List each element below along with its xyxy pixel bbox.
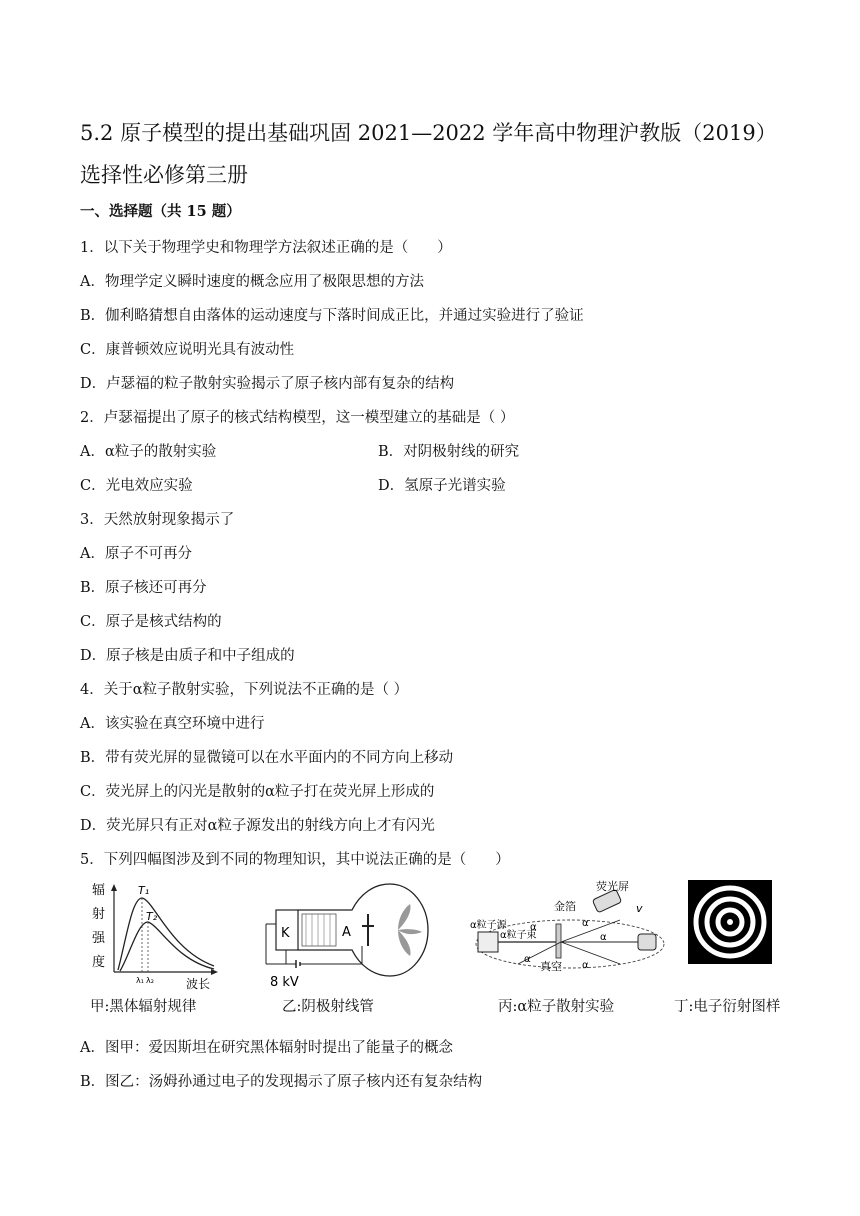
fig-yi-shadow-3: [398, 929, 422, 934]
fig-bing-alpha-1: α: [530, 922, 537, 933]
q4-stem: 4．关于α粒子散射实验，下列说法不正确的是（ ）: [80, 682, 409, 698]
fig-yi-shadow-1: [398, 904, 411, 930]
q4-option-b: B．带有荧光屏的显微镜可以在水平面内的不同方向上移动: [80, 750, 454, 766]
fig-jia-x-arrow: [211, 969, 218, 975]
fig-jia-l1-label: λ₁: [136, 976, 144, 985]
fig-jia-curve-t2: [120, 922, 214, 971]
figure-electron-diffraction: [688, 880, 772, 964]
fig-jia-ylabel-3: 强: [92, 931, 106, 946]
q2-option-d: D．氢原子光谱实验: [378, 478, 506, 494]
fig-bing-source-box: [478, 932, 498, 952]
fig-bing-source-label: α粒子源: [470, 920, 507, 931]
q3-option-d: D．原子核是由质子和中子组成的: [80, 648, 295, 664]
fig-jia-y-arrow: [111, 884, 117, 891]
fig-bing-foil: [556, 924, 561, 958]
fig-yi-anode: [302, 914, 336, 946]
q4-option-c: C．荧光屏上的闪光是散射的α粒子打在荧光屏上形成的: [80, 784, 435, 800]
q5-option-a: A．图甲：爱因斯坦在研究黑体辐射时提出了能量子的概念: [80, 1040, 453, 1056]
fig-jia-xlabel: 波长: [186, 977, 211, 990]
fig-bing-alpha-3: α: [582, 960, 589, 971]
fig-ding-center: [727, 919, 733, 925]
caption-yi: 乙:阴极射线管: [282, 999, 374, 1015]
q3-stem: 3．天然放射现象揭示了: [80, 512, 235, 528]
q5-option-b: B．图乙：汤姆孙通过电子的发现揭示了原子核内还有复杂结构: [80, 1074, 483, 1090]
fig-bing-screen-label: 荧光屏: [596, 880, 629, 893]
fig-jia-l2-label: λ₂: [146, 976, 154, 985]
fig-yi-voltage-label: 8 kV: [270, 975, 299, 990]
fig-bing-alpha-5: α: [524, 954, 531, 965]
q5-stem: 5．下列四幅图涉及到不同的物理知识，其中说法正确的是（ ）: [80, 852, 510, 868]
q1-option-c: C．康普顿效应说明光具有波动性: [80, 342, 295, 358]
fig-jia-ylabel-4: 度: [92, 955, 106, 970]
fig-jia-t1-label: T₁: [138, 884, 150, 897]
fig-bing-microscope-bottom: [638, 934, 656, 950]
q4-option-d: D．荧光屏只有正对α粒子源发出的射线方向上才有闪光: [80, 818, 435, 834]
q3-option-a: A．原子不可再分: [80, 546, 192, 562]
q2-stem: 2．卢瑟福提出了原子的核式结构模型，这一模型建立的基础是（ ）: [80, 410, 515, 426]
title-line-1: 5.2 原子模型的提出基础巩固 2021—2022 学年高中物理沪教版（2019）: [80, 121, 777, 145]
fig-yi-k-label: K: [281, 926, 290, 941]
fig-jia-ylabel-2: 射: [92, 907, 106, 922]
q2-option-a: A．α粒子的散射实验: [80, 444, 217, 460]
q1-stem: 1．以下关于物理学史和物理学方法叙述正确的是（ ）: [80, 240, 452, 256]
caption-bing: 丙:α粒子散射实验: [498, 999, 615, 1015]
fig-bing-v-label: v: [636, 902, 643, 915]
q4-option-a: A．该实验在真空环境中进行: [80, 716, 265, 732]
q2-option-c: C．光电效应实验: [80, 478, 193, 494]
fig-yi-a-label: A: [342, 925, 351, 940]
document-title: [80, 112, 800, 196]
fig-bing-alpha-4: α: [600, 932, 607, 943]
fig-jia-curve-t1: [118, 898, 214, 970]
section-heading: 一、选择题（共 15 题）: [80, 203, 241, 220]
q3-option-c: C．原子是核式结构的: [80, 614, 222, 630]
caption-jia: 甲:黑体辐射规律: [90, 999, 197, 1015]
q1-option-b: B．伽利略猜想自由落体的运动速度与下落时间成正比，并通过实验进行了验证: [80, 308, 584, 324]
figure-blackbody-radiation: [86, 880, 226, 990]
q2-option-b: B．对阴极射线的研究: [378, 444, 520, 460]
fig-bing-vacuum-label: 真空: [540, 960, 562, 973]
fig-bing-alpha-2: α: [582, 918, 589, 929]
fig-bing-foil-label: 金箔: [554, 900, 576, 913]
caption-ding: 丁:电子衍射图样: [674, 999, 781, 1015]
q1-option-a: A．物理学定义瞬时速度的概念应用了极限思想的方法: [80, 274, 424, 290]
figure-cathode-ray-tube: [262, 880, 432, 990]
fig-bing-beam-label: α粒子束: [500, 930, 537, 941]
q1-option-d: D．卢瑟福的粒子散射实验揭示了原子核内部有复杂的结构: [80, 376, 455, 392]
q3-option-b: B．原子核还可再分: [80, 580, 207, 596]
fig-jia-ylabel-1: 辐: [92, 883, 106, 898]
fig-jia-t2-label: T₂: [146, 910, 158, 923]
figure-alpha-scattering: [470, 880, 670, 990]
title-line-2: 选择性必修第三册: [80, 163, 248, 187]
